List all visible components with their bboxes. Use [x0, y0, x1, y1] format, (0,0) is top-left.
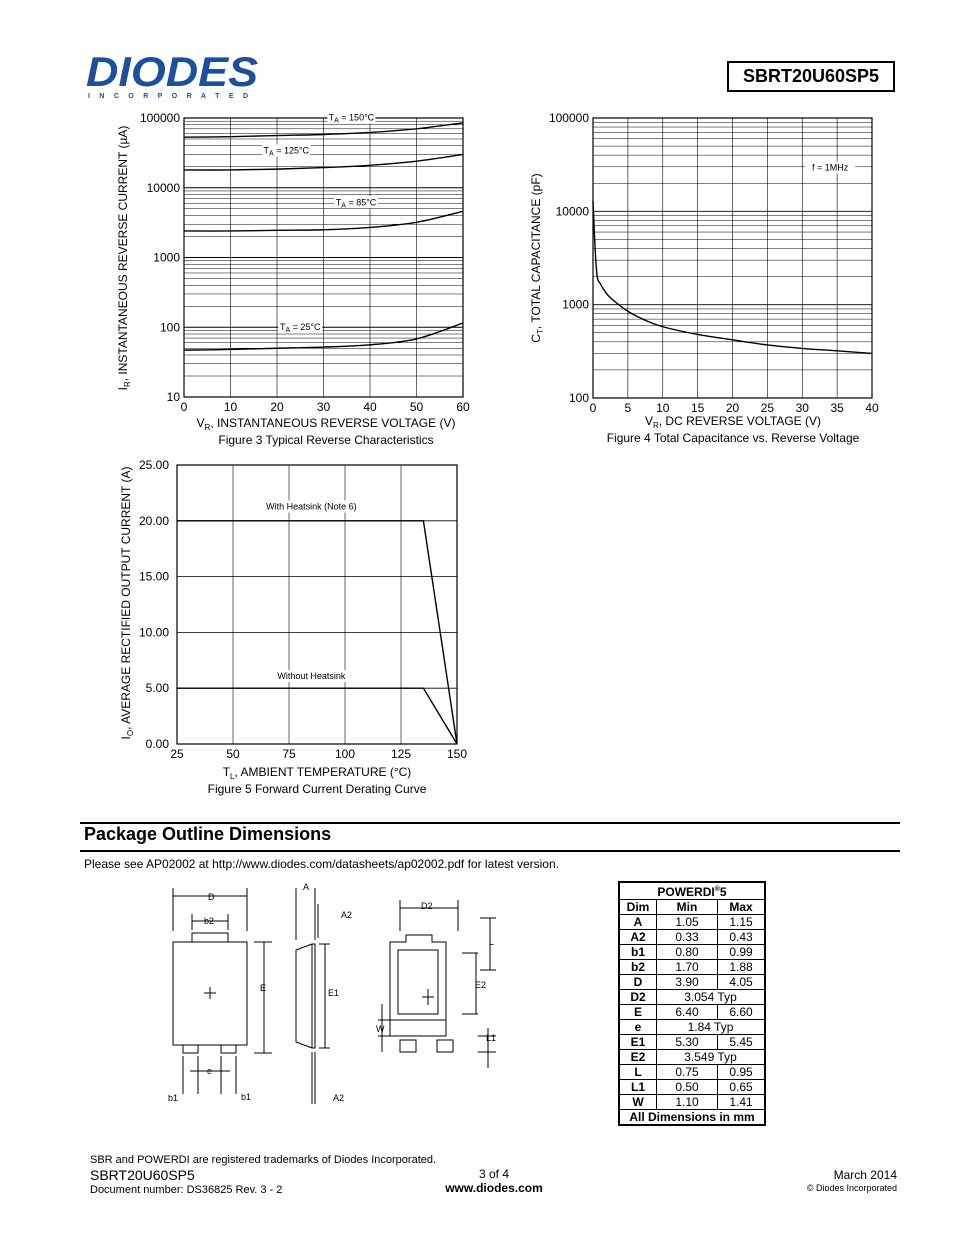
y-tick-label: 25.00 [138, 458, 169, 472]
dim-name: D [619, 975, 657, 990]
dim-name: A2 [619, 930, 657, 945]
series-label: $T_A = 25^\circ C$ [279, 321, 321, 334]
y-tick-label: 10.00 [138, 625, 169, 640]
dim-name: A [619, 915, 657, 930]
col-min: Min [657, 900, 718, 915]
dim-max: 1.88 [718, 960, 766, 975]
x-tick-label: 75 [282, 747, 296, 761]
series-label: Without Heatsink [277, 671, 346, 682]
y-tick-label: 5.00 [145, 681, 169, 696]
col-dim: Dim [619, 900, 657, 915]
x-tick-label: 10 [223, 400, 238, 414]
label-E2: E2 [475, 980, 487, 990]
x-tick-label: 60 [456, 400, 470, 414]
dim-name: L1 [619, 1080, 657, 1095]
dim-name: E [619, 1005, 657, 1020]
table-row [619, 930, 765, 945]
y-tick-label: 15.00 [138, 569, 169, 584]
y-tick-label: 10 [166, 390, 180, 404]
figure-3-chart [100, 110, 480, 455]
label-A2-top: A2 [341, 910, 353, 920]
x-tick-label: 125 [390, 747, 412, 761]
label-b1-right: b1 [241, 1092, 252, 1102]
dim-name: b1 [619, 945, 657, 960]
footer-docnum: Document number: DS36825 Rev. 3 - 2 [90, 1184, 283, 1196]
x-tick-label: 50 [226, 747, 240, 761]
label-L1: L1 [486, 1033, 497, 1043]
dim-typ: 3.549 Typ [657, 1050, 766, 1065]
dim-min: 6.40 [657, 1005, 718, 1020]
figure-caption: Figure 3 Typical Reverse Characteristics [218, 433, 434, 447]
dim-name: E2 [619, 1050, 657, 1065]
x-tick-label: 150 [446, 747, 468, 761]
y-axis-label: $C_T$, TOTAL CAPACITANCE (pF) [529, 173, 545, 343]
dim-min: 1.05 [657, 915, 718, 930]
dim-min: 1.10 [657, 1095, 718, 1110]
y-tick-label: 100 [568, 391, 589, 405]
series-label: f = 1MHz [812, 162, 849, 173]
table-row [619, 960, 765, 975]
y-tick-label: 100000 [139, 111, 180, 125]
series-label: $T_A = 150^\circ C$ [328, 112, 375, 125]
x-tick-label: 25 [760, 401, 775, 415]
x-tick-label: 40 [865, 401, 879, 415]
top-view [173, 888, 272, 1094]
dim-min: 0.50 [657, 1080, 718, 1095]
y-tick-label: 100000 [548, 111, 589, 125]
y-tick-label: 20.00 [138, 513, 169, 528]
table-row [619, 1050, 765, 1065]
svg-text:I N C O R P O R A T E D: I N C O R P O R A T E D [88, 93, 248, 100]
x-axis-label: $V_R$, DC REVERSE VOLTAGE (V) [644, 414, 822, 430]
dim-max: 0.65 [718, 1080, 766, 1095]
x-tick-label: 5 [624, 401, 632, 415]
table-row [619, 915, 765, 930]
label-A2-bottom: A2 [333, 1093, 345, 1103]
label-b1-left: b1 [168, 1093, 179, 1103]
dim-max: 6.60 [718, 1005, 766, 1020]
svg-text:DIODES: DIODES [86, 52, 258, 95]
footer-date: March 2014 [833, 1168, 897, 1182]
dim-max: 5.45 [718, 1035, 766, 1050]
dimensions-table [618, 881, 766, 1126]
dim-name: D2 [619, 990, 657, 1005]
x-axis-label: $V_R$, INSTANTANEOUS REVERSE VOLTAGE (V) [196, 416, 456, 432]
figure-caption: Figure 5 Forward Current Derating Curve [207, 782, 427, 796]
label-b2: b2 [204, 916, 215, 926]
y-axis-label: $I_O$, AVERAGE RECTIFIED OUTPUT CURRENT (A) [119, 466, 135, 740]
dim-max: 0.43 [718, 930, 766, 945]
dim-name: W [619, 1095, 657, 1110]
x-tick-label: 25 [170, 747, 184, 761]
figure-5-chart [100, 455, 480, 805]
trademark-note: SBR and POWERDI are registered trademarks of Diodes Incorporated. [90, 1154, 437, 1166]
y-tick-label: 1000 [153, 250, 180, 265]
dim-min: 0.33 [657, 930, 718, 945]
dim-min: 0.75 [657, 1065, 718, 1080]
footer-page: 3 of 4 [478, 1167, 510, 1181]
y-tick-label: 10000 [146, 180, 180, 195]
label-A: A [303, 882, 310, 892]
footer-copyright: © Diodes Incorporated [806, 1183, 897, 1193]
table-row [619, 1020, 765, 1035]
x-tick-label: 35 [830, 401, 844, 415]
series-label: With Heatsink (Note 6) [266, 501, 357, 512]
table-row [619, 1095, 765, 1110]
dim-min: 1.70 [657, 960, 718, 975]
x-axis-label: $T_L$, AMBIENT TEMPERATURE (°C) [222, 765, 412, 781]
x-tick-label: 30 [795, 401, 809, 415]
label-D2: D2 [421, 901, 433, 911]
table-row [619, 1005, 765, 1020]
series-label: $T_A = 125^\circ C$ [263, 145, 310, 158]
footer-url[interactable]: www.diodes.com [445, 1181, 543, 1195]
table-row [619, 945, 765, 960]
series-label: $T_A = 85^\circ C$ [335, 197, 377, 210]
dim-max: 4.05 [718, 975, 766, 990]
x-tick-label: 0 [589, 401, 597, 415]
table-row [619, 990, 765, 1005]
part-number-box: SBRT20U60SP5 [727, 61, 895, 92]
label-W: W [376, 1024, 385, 1034]
y-tick-label: 0.00 [145, 737, 169, 751]
table-title: POWERDI®5 [619, 882, 765, 900]
col-max: Max [718, 900, 766, 915]
figure-4-chart [520, 110, 880, 455]
dim-name: b2 [619, 960, 657, 975]
table-row [619, 1065, 765, 1080]
y-axis-label: $I_R$, INSTANTANEOUS REVERSE CURRENT (µA) [116, 125, 132, 391]
table-row [619, 975, 765, 990]
y-tick-label: 100 [159, 320, 180, 335]
label-D: D [208, 892, 215, 902]
x-tick-label: 50 [409, 400, 424, 414]
label-E1: E1 [328, 988, 340, 998]
side-view [296, 888, 330, 1104]
dim-typ: 1.84 Typ [657, 1020, 766, 1035]
table-row [619, 1080, 765, 1095]
y-tick-label: 10000 [555, 204, 589, 219]
dim-min: 3.90 [657, 975, 718, 990]
dim-name: e [619, 1020, 657, 1035]
x-tick-label: 10 [656, 401, 670, 415]
dim-max: 0.99 [718, 945, 766, 960]
footer-part: SBRT20U60SP5 [90, 1167, 195, 1183]
dim-min: 0.80 [657, 945, 718, 960]
dim-max: 0.95 [718, 1065, 766, 1080]
package-outline-drawing [160, 876, 510, 1116]
dim-max: 1.41 [718, 1095, 766, 1110]
diodes-logo [86, 52, 266, 100]
x-tick-label: 40 [363, 400, 377, 414]
figure-caption: Figure 4 Total Capacitance vs. Reverse Voltage [606, 431, 860, 445]
x-tick-label: 100 [334, 747, 356, 761]
label-L: L [489, 937, 495, 947]
table-row [619, 1035, 765, 1050]
section-rule-bottom [80, 850, 900, 852]
x-tick-label: 0 [180, 400, 188, 414]
section-title: Package Outline Dimensions [84, 824, 332, 844]
series-line-1 [177, 688, 457, 744]
dim-name: L [619, 1065, 657, 1080]
dim-max: 1.15 [718, 915, 766, 930]
table-footer: All Dimensions in mm [619, 1110, 765, 1126]
x-tick-label: 30 [316, 400, 331, 414]
x-tick-label: 15 [690, 401, 705, 415]
x-tick-label: 20 [725, 401, 740, 415]
y-tick-label: 1000 [562, 297, 589, 312]
label-E: E [260, 983, 267, 993]
dim-name: E1 [619, 1035, 657, 1050]
x-tick-label: 20 [270, 400, 284, 414]
label-e: e [207, 1066, 213, 1076]
dim-min: 5.30 [657, 1035, 718, 1050]
see-note: Please see AP02002 at http://www.diodes.com/datasheets/ap02002.pdf for latest version. [84, 857, 559, 871]
dim-typ: 3.054 Typ [657, 990, 766, 1005]
